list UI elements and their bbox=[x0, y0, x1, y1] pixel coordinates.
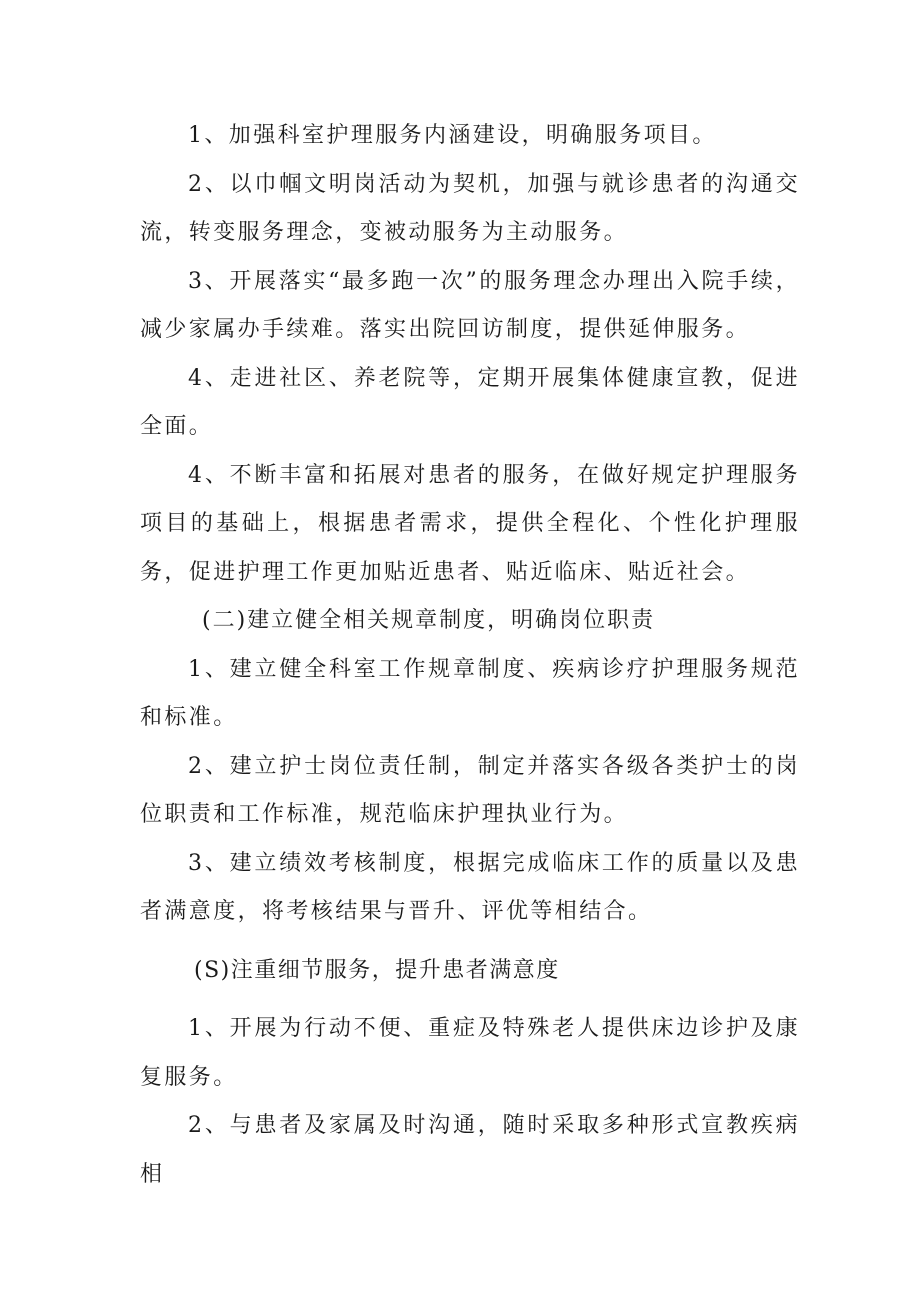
paragraph-run-once: 3、开展落实“最多跑一次”的服务理念办理出入院手续，减少家属办手续难。落实出院回访制度，提供延伸服务。 bbox=[140, 268, 800, 342]
paragraph-performance-review: 3、建立绩效考核制度，根据完成临床工作的质量以及患者满意度，将考核结果与晋升、评优等相结合。 bbox=[140, 850, 800, 924]
section-heading-detail-service: (S)注重细节服务，提升患者满意度 bbox=[194, 957, 560, 983]
document-body bbox=[140, 112, 800, 1199]
paragraph-bedside-care: 1、开展为行动不便、重症及特殊老人提供床边诊护及康复服务。 bbox=[140, 1016, 800, 1090]
paragraph-community-outreach: 4、走进社区、养老院等，定期开展集体健康宣教，促进全面。 bbox=[140, 365, 800, 439]
paragraph-family-communication: 2、与患者及家属及时沟通，随时采取多种形式宣教疾病相 bbox=[140, 1113, 800, 1187]
section-heading-rules: (二)建立健全相关规章制度，明确岗位职责 bbox=[202, 608, 656, 633]
paragraph-enrich-services: 4、不断丰富和拓展对患者的服务，在做好规定护理服务项目的基础上，根据患者需求，提供全程化、个性化护理服务，促进护理工作更加贴近患者、贴近临床、贴近社会。 bbox=[140, 462, 800, 585]
paragraph-strengthen-service: 1、加强科室护理服务内涵建设，明确服务项目。 bbox=[188, 123, 717, 148]
paragraph-civilized-post: 2、以巾帼文明岗活动为契机，加强与就诊患者的沟通交流，转变服务理念，变被动服务为主动服务。 bbox=[140, 171, 800, 245]
paragraph-rules-standards: 1、建立健全科室工作规章制度、疾病诊疗护理服务规范和标准。 bbox=[140, 656, 800, 730]
paragraph-responsibility-system: 2、建立护士岗位责任制，制定并落实各级各类护士的岗位职责和工作标准，规范临床护理执业行为。 bbox=[140, 753, 800, 827]
